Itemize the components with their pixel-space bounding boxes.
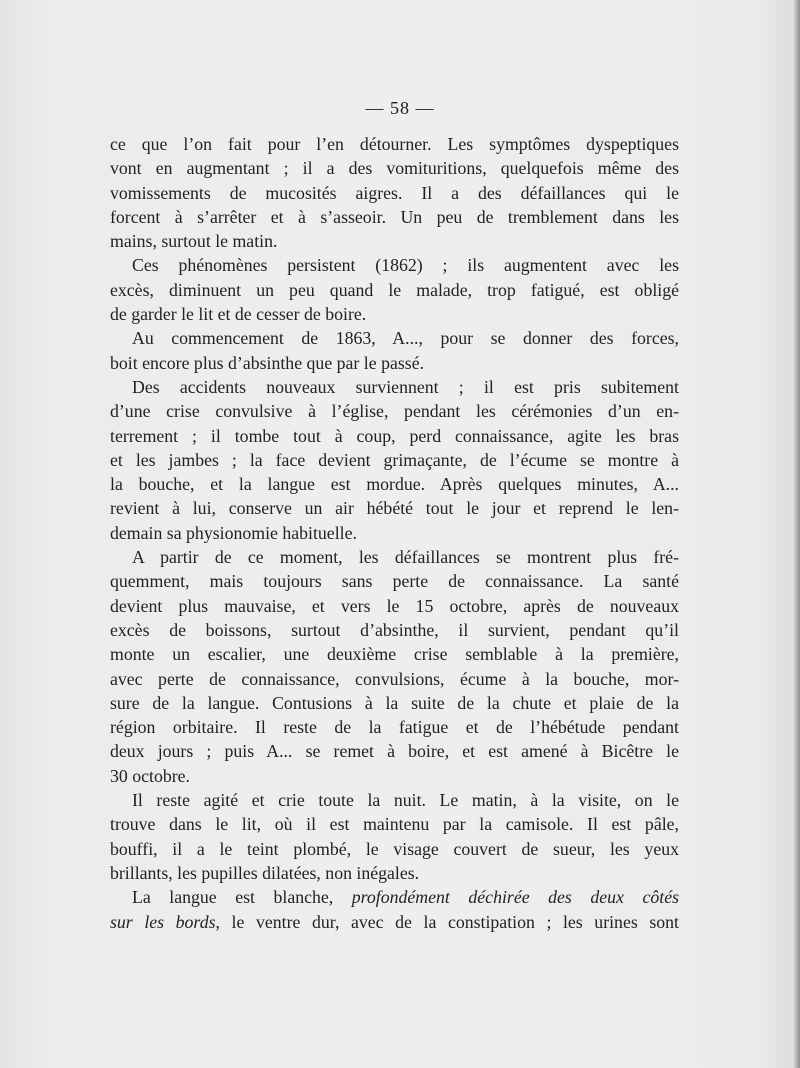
- text-line: vont en augmentant ; il a des vomituritions, quelquefois même des: [110, 158, 679, 179]
- paragraph: [110, 545, 679, 788]
- text-line: terrement ; il tombe tout à coup, perd connaissance, agite les bras: [110, 425, 679, 446]
- text-line: d’une crise convulsive à l’église, pendant les cérémonies d’un en-: [110, 401, 679, 422]
- paragraph: [110, 253, 679, 326]
- text-line: 30 octobre.: [110, 765, 190, 786]
- text-line: [110, 885, 679, 909]
- text-line: et les jambes ; la face devient grimaçante, de l’écume se montre à: [110, 449, 679, 470]
- paragraph: [110, 132, 679, 253]
- paragraph: [110, 326, 679, 375]
- text-line: Il reste agité et crie toute la nuit. Le matin, à la visite, on le: [132, 790, 679, 811]
- text-line: Des accidents nouveaux surviennent ; il est pris subitement: [132, 376, 679, 397]
- text-run: La langue est blanche,: [132, 887, 352, 908]
- page-number: — 58 —: [365, 98, 435, 118]
- text-line: trouve dans le lit, où il est maintenu par la camisole. Il est pâle,: [110, 814, 679, 835]
- text-line: forcent à s’arrêter et à s’asseoir. Un peu de tremblement dans les: [110, 206, 679, 227]
- page-edge-shadow: [794, 0, 800, 1068]
- text-line: sure de la langue. Contusions à la suite de la chute et plaie de la: [110, 692, 679, 713]
- paragraph: [110, 375, 679, 545]
- text-line: boit encore plus d’absinthe que par le passé.: [110, 352, 425, 373]
- text-line: demain sa physionomie habituelle.: [110, 522, 357, 543]
- text-line: deux jours ; puis A... se remet à boire, et est amené à Bicêtre le: [110, 741, 679, 762]
- text-line: bouffi, il a le teint plombé, le visage couvert de sueur, les yeux: [110, 838, 679, 859]
- text-line: Au commencement de 1863, A..., pour se donner des forces,: [132, 328, 679, 349]
- text-line: mains, surtout le matin.: [110, 231, 278, 252]
- body-text: [110, 132, 679, 934]
- text-line: devient plus mauvaise, et vers le 15 octobre, après de nouveaux: [110, 595, 679, 616]
- text-line: brillants, les pupilles dilatées, non inégales.: [110, 862, 420, 883]
- text-line: revient à lui, conserve un air hébété tout le jour et reprend le len-: [110, 498, 679, 519]
- text-line: de garder le lit et de cesser de boire.: [110, 304, 367, 325]
- text-run: , le ventre dur, avec de la constipation ; les urines sont: [215, 911, 679, 932]
- text-line: région orbitaire. Il reste de la fatigue et de l’hébétude pendant: [110, 717, 679, 738]
- text-line: [110, 910, 679, 934]
- text-line: monte un escalier, une deuxième crise semblable à la première,: [110, 644, 679, 665]
- text-line: A partir de ce moment, les défaillances se montrent plus fré-: [132, 547, 679, 568]
- text-line: la bouche, et la langue est mordue. Après quelques minutes, A...: [110, 474, 679, 495]
- text-line: ce que l’on fait pour l’en détourner. Les symptômes dyspeptiques: [110, 134, 679, 154]
- paragraph: [110, 788, 679, 885]
- text-line: quemment, mais toujours sans perte de connaissance. La santé: [110, 571, 679, 592]
- text-line: excès de boissons, surtout d’absinthe, il survient, pendant qu’il: [110, 619, 679, 640]
- text-line: excès, diminuent un peu quand le malade, trop fatigué, est obligé: [110, 279, 679, 300]
- text-line: Ces phénomènes persistent (1862) ; ils augmentent avec les: [132, 255, 679, 276]
- text-line: vomissements de mucosités aigres. Il a des défaillances qui le: [110, 182, 679, 203]
- italic-run: profondément déchirée des deux côtés: [351, 887, 680, 908]
- text-line: avec perte de connaissance, convulsions, écume à la bouche, mor-: [110, 668, 679, 689]
- italic-run: sur les bords: [110, 911, 216, 932]
- paragraph: [110, 885, 679, 934]
